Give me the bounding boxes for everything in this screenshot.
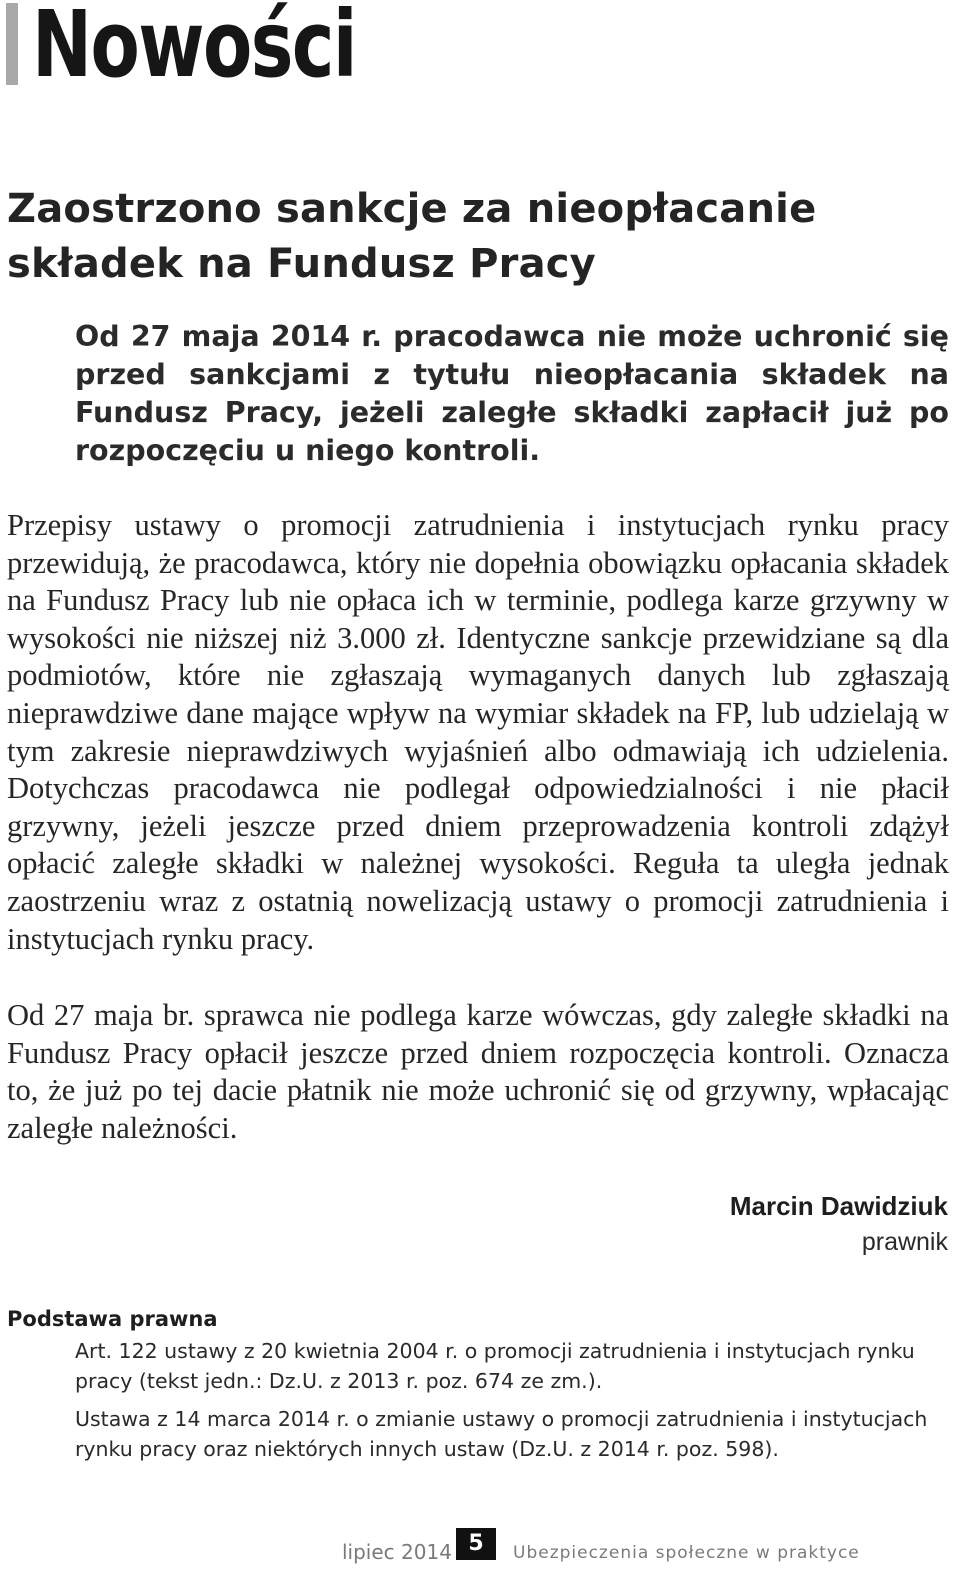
section-title: Nowości — [32, 0, 356, 98]
article-headline: Zaostrzono sankcje za nieopłacanie składek na Fundusz Pracy — [7, 186, 817, 287]
legal-basis-item: Ustawa z 14 marca 2014 r. o zmianie ustawy o promocji zatrudnienia i instytucjach rynku pracy oraz niektórych innych ustaw (Dz.U. z 2014 r. poz. 598). — [75, 1407, 928, 1461]
page-number: 5 — [456, 1528, 496, 1560]
publication-title: Ubezpieczenia społeczne w praktyce — [513, 1543, 860, 1563]
section-accent-bar — [6, 3, 18, 85]
legal-basis-item: Art. 122 ustawy z 20 kwietnia 2004 r. o promocji zatrudnienia i instytucjach rynku pracy (tekst jedn.: Dz.U. z 2013 r. poz. 674 ze zm.). — [75, 1339, 915, 1393]
author-name: Marcin Dawidziuk — [729, 1191, 948, 1221]
article-paragraph: Od 27 maja br. sprawca nie podlega karze wówczas, gdy zaległe składki na Fundusz Pracy opłacił jeszcze przed dniem rozpoczęcia kontroli. Oznacza to, że już po tej dacie płatnik nie może uchronić się od grzywny, wpłacając zaległe należności. — [7, 998, 949, 1145]
article-lead: Od 27 maja 2014 r. pracodawca nie może uchronić się przed sankcjami z tytułu nieopłacania składek na Fundusz Pracy, jeżeli zaległe składki zapłacił już po rozpoczęciu u niego kontroli. — [75, 320, 949, 467]
section-header — [6, 0, 447, 98]
article-paragraph: Przepisy ustawy o promocji zatrudnienia i instytucjach rynku pracy przewidują, że pracodawca, który nie dopełnia obowiązku opłacania składek na Fundusz Pracy lub nie opłaca ich w terminie, podlega karze grzywny w wysokości nie niższej niż 3.000 zł. Identyczne sankcje przewidziane są dla podmiotów, które nie zgłaszają wymaganych danych lub zgłaszają nieprawdziwe dane mające wpływ na wymiar składek na FP, lub udzielają w tym zakresie nieprawdziwych wyjaśnień albo odmawiają ich udzielenia. Dotychczas pracodawca nie podlegał odpowiedzialności i nie płacił grzywny, jeżeli jeszcze przed dniem przeprowadzenia kontroli zdążył opłacić zaległe składki w należnej wysokości. Reguła ta uległa jednak zaostrzeniu wraz z ostatnią nowelizacją ustawy o promocji zatrudnienia i instytucjach rynku pracy. — [7, 508, 949, 956]
author-block — [730, 1188, 948, 1260]
page-footer — [0, 1526, 960, 1566]
legal-basis-heading: Podstawa prawna — [7, 1307, 218, 1331]
author-role: prawnik — [861, 1228, 948, 1256]
issue-date: lipiec 2014 — [342, 1540, 452, 1564]
